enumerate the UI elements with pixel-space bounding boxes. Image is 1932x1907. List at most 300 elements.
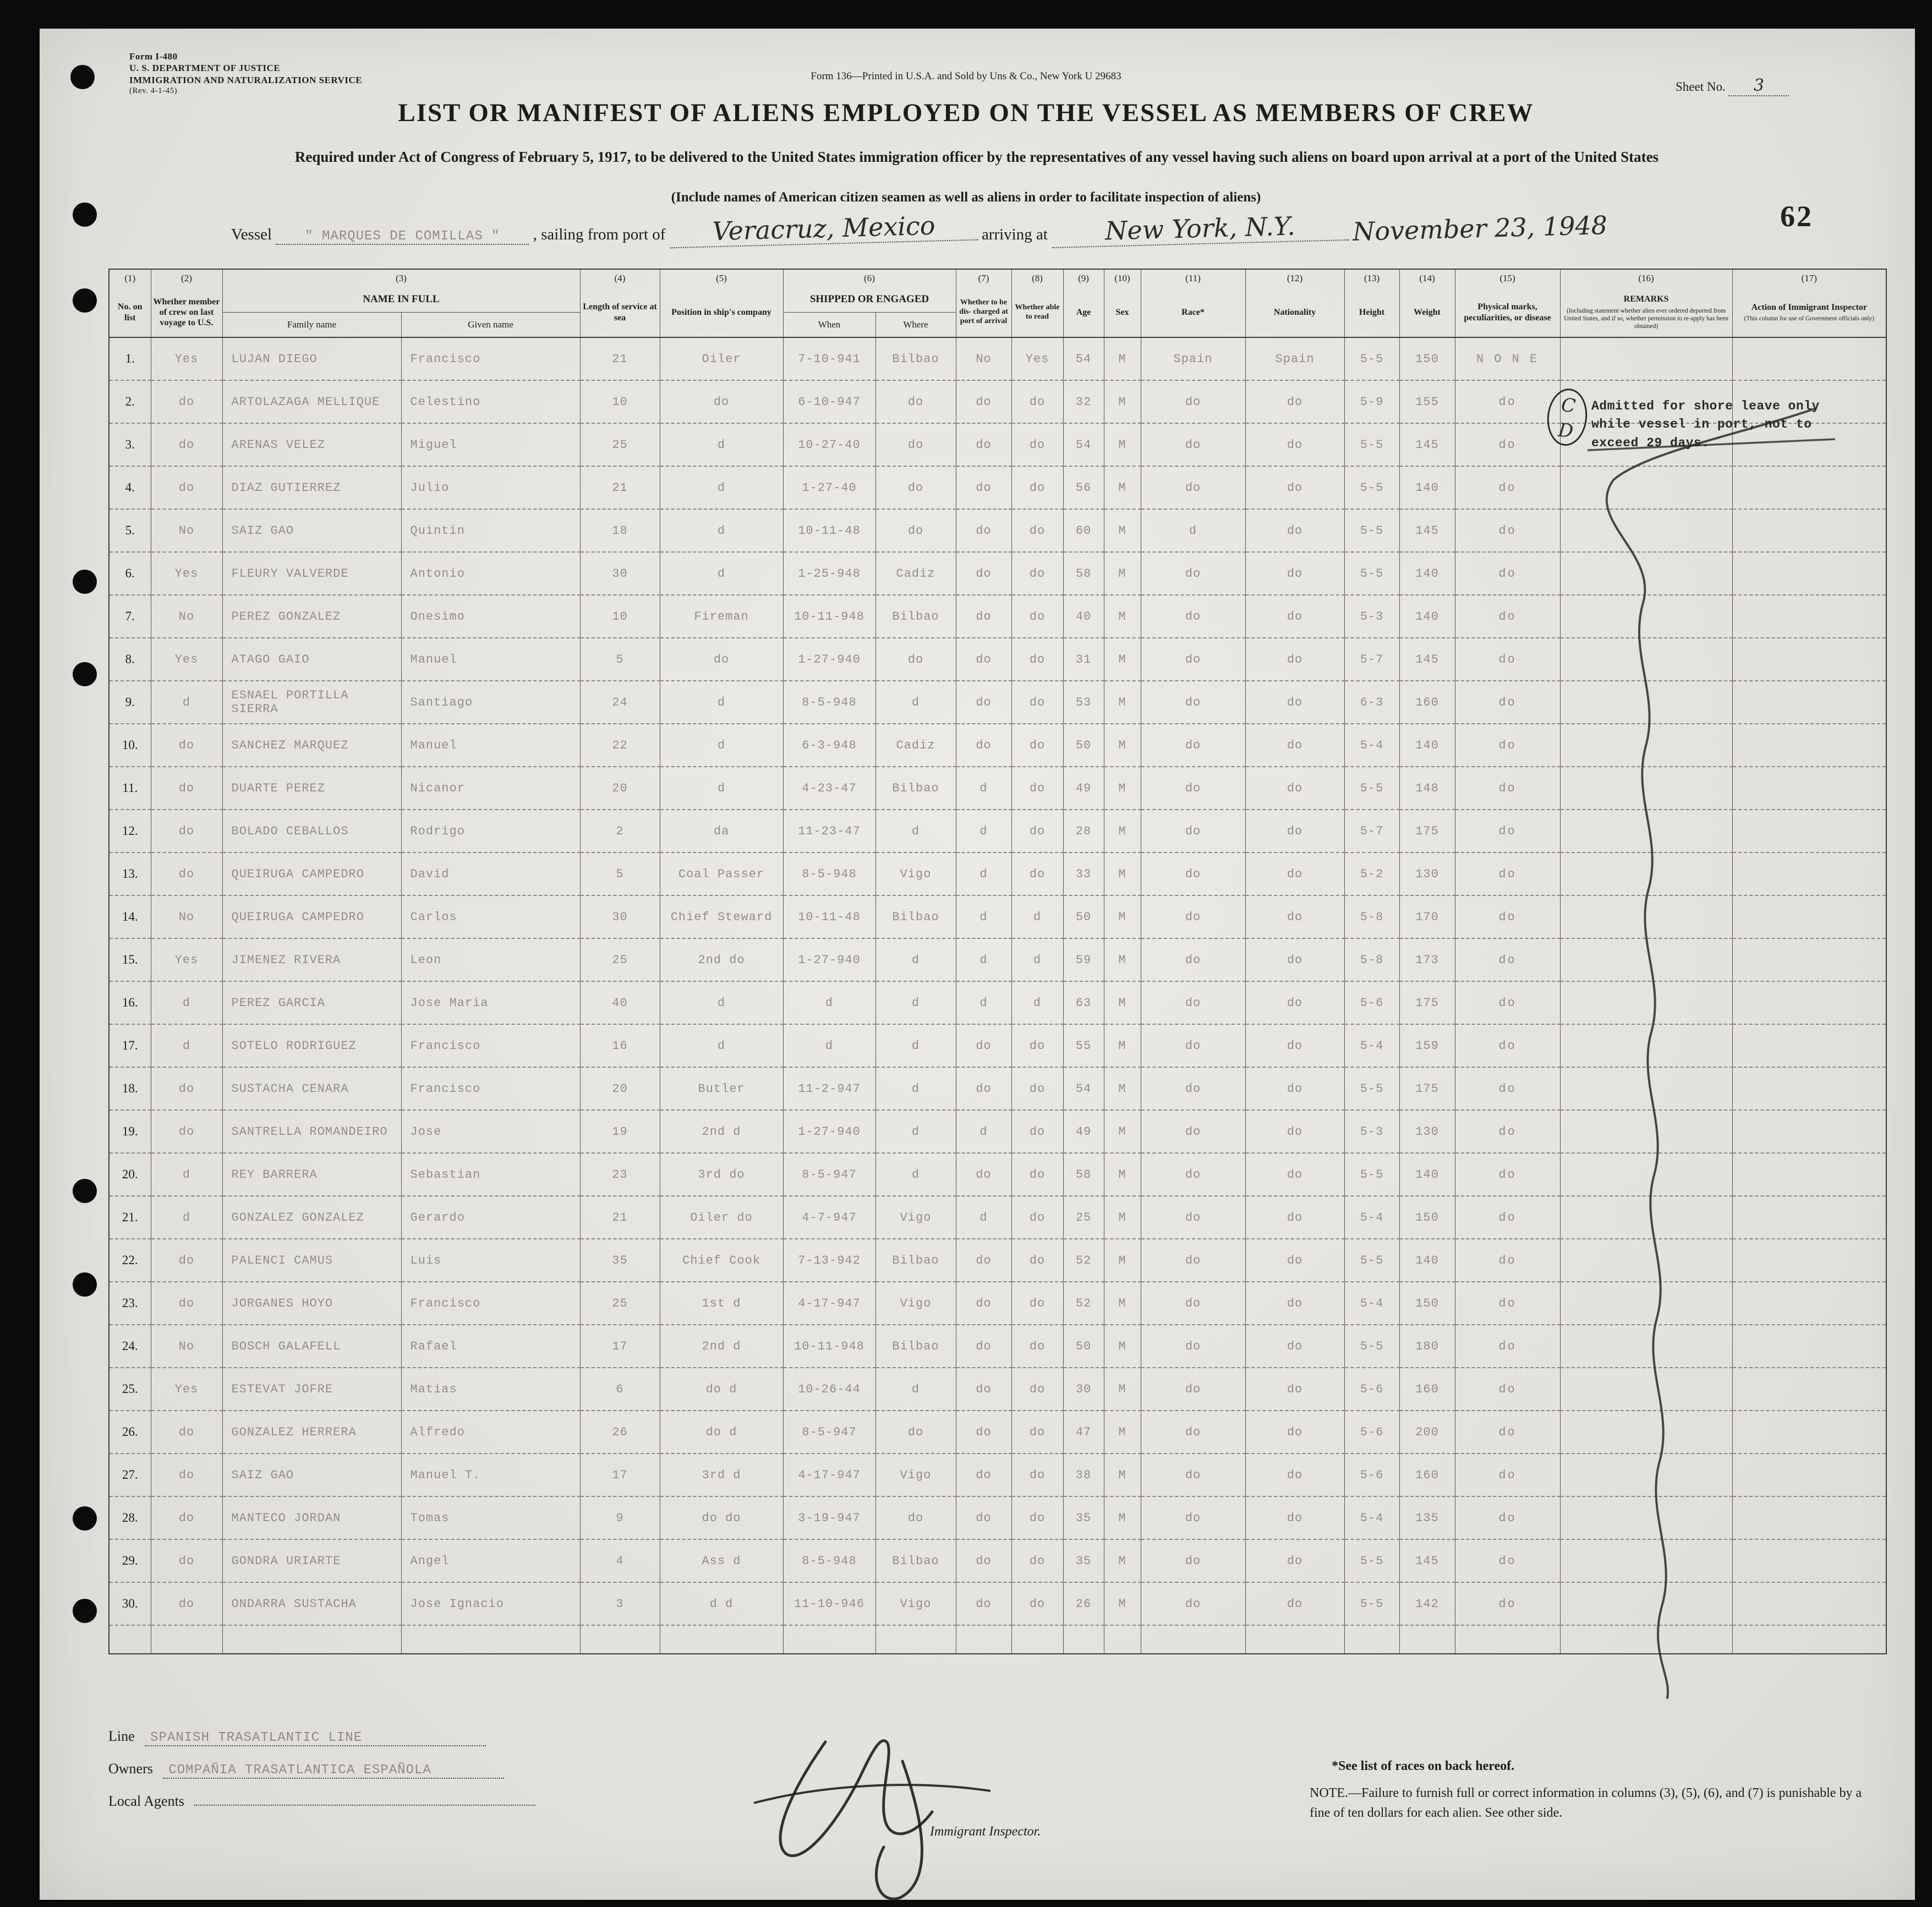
cell-crew: do (151, 767, 222, 810)
cell-race: do (1141, 1582, 1245, 1625)
cell-age: 35 (1063, 1539, 1104, 1582)
cell-read: do (1011, 509, 1063, 552)
col-num-17: (17) (1732, 269, 1886, 288)
cell-action (1732, 466, 1886, 509)
cell-crew: d (151, 1024, 222, 1067)
cell-discharged: d (956, 853, 1011, 895)
cell-where: Bilbao (875, 595, 956, 638)
cell-height: 5-5 (1344, 466, 1399, 509)
table-row (109, 509, 1886, 552)
vessel-label: Vessel (231, 226, 272, 243)
cell-when: 1-27-940 (783, 938, 875, 981)
cell-no: 10. (109, 724, 151, 767)
cell-position: Chief Cook (660, 1239, 783, 1282)
cell-given: Francisco (401, 1282, 580, 1325)
cell-crew: do (151, 1067, 222, 1110)
cell-crew: do (151, 1110, 222, 1153)
cell-read: do (1011, 1582, 1063, 1625)
cell-given: Miguel (401, 423, 580, 466)
cell-position: d (660, 681, 783, 724)
cell-service: 4 (580, 1539, 660, 1582)
cell-where: Bilbao (875, 1539, 956, 1582)
cell-weight: 160 (1399, 1368, 1455, 1411)
remarks-title: REMARKS (1623, 294, 1669, 304)
port-of-arrival-value: New York, N.Y. (1052, 210, 1349, 248)
cell-age: 54 (1063, 337, 1104, 380)
cell-remarks (1560, 1411, 1732, 1454)
form-revision: (Rev. 4-1-45) (129, 86, 178, 95)
cell-remarks (1560, 1454, 1732, 1496)
cell-race: do (1141, 1368, 1245, 1411)
cell-race: do (1141, 1496, 1245, 1539)
col-header-family-name: Family name (222, 312, 401, 337)
cell-position: do (660, 380, 783, 423)
cell-service: 30 (580, 895, 660, 938)
table-row (109, 895, 1886, 938)
cell-action (1732, 1110, 1886, 1153)
cell-age: 49 (1063, 1110, 1104, 1153)
cell-no: 4. (109, 466, 151, 509)
cell-marks: do (1455, 595, 1560, 638)
cell-race: do (1141, 380, 1245, 423)
cell-when: 4-17-947 (783, 1454, 875, 1496)
cell-crew: do (151, 853, 222, 895)
cell-discharged: d (956, 981, 1011, 1024)
cell-age: 50 (1063, 1325, 1104, 1368)
table-row (109, 681, 1886, 724)
cell-when: 6-10-947 (783, 380, 875, 423)
cell-where: Bilbao (875, 1325, 956, 1368)
cell-given: David (401, 853, 580, 895)
cell-position: 3rd d (660, 1454, 783, 1496)
handwritten-cd-mark (1545, 387, 1590, 448)
col-header-service: Length of service at sea (580, 288, 660, 337)
crew-table-body (109, 337, 1886, 1654)
cell-action (1732, 1282, 1886, 1325)
cell-discharged: do (956, 1024, 1011, 1067)
cell-given: Jose Ignacio (401, 1582, 580, 1625)
cell-service: 30 (580, 552, 660, 595)
cell-no: 27. (109, 1454, 151, 1496)
cell-nationality: do (1245, 938, 1344, 981)
col-num-13: (13) (1344, 269, 1399, 288)
cell-read: do (1011, 1067, 1063, 1110)
cell-height: 5-5 (1344, 1582, 1399, 1625)
cell-age: 35 (1063, 1496, 1104, 1539)
col-header-crew: Whether member of crew on last voyage to U.S. (151, 288, 222, 337)
table-row (109, 1368, 1886, 1411)
cell-family: GONZALEZ GONZALEZ (222, 1196, 401, 1239)
cell-family: ATAGO GAIO (222, 638, 401, 681)
agency-service: IMMIGRATION AND NATURALIZATION SERVICE (129, 74, 363, 85)
cell-when: 1-27-940 (783, 1110, 875, 1153)
cell-given: Julio (401, 466, 580, 509)
cell-height: 5-6 (1344, 1454, 1399, 1496)
cell-discharged: do (956, 638, 1011, 681)
cell-read: do (1011, 1325, 1063, 1368)
crew-manifest-table (108, 269, 1887, 1654)
cell-read: do (1011, 1282, 1063, 1325)
cell-age: 26 (1063, 1582, 1104, 1625)
cell-service: 6 (580, 1368, 660, 1411)
col-header-position: Position in ship's company (660, 288, 783, 337)
cell-service: 2 (580, 810, 660, 853)
cell-discharged: do (956, 1582, 1011, 1625)
footer-company-block (108, 1728, 535, 1824)
cell-family: JORGANES HOYO (222, 1282, 401, 1325)
cell-weight: 145 (1399, 1539, 1455, 1582)
cell-family: SANTRELLA ROMANDEIRO (222, 1110, 401, 1153)
cell-position: da (660, 810, 783, 853)
cell-remarks (1560, 509, 1732, 552)
column-labels-row (109, 288, 1886, 312)
cell-when: 11-2-947 (783, 1067, 875, 1110)
cell-no: 1. (109, 337, 151, 380)
immigrant-inspector-label: Immigrant Inspector. (930, 1824, 1041, 1839)
cell-when: 10-11-948 (783, 1325, 875, 1368)
cell-empty (1455, 1625, 1560, 1654)
col-header-marks: Physical marks, peculiarities, or disease (1455, 288, 1560, 337)
cell-read: Yes (1011, 337, 1063, 380)
cell-no: 20. (109, 1153, 151, 1196)
table-row (109, 810, 1886, 853)
cell-position: d (660, 767, 783, 810)
col-header-sex: Sex (1104, 288, 1141, 337)
cell-height: 5-4 (1344, 1282, 1399, 1325)
vessel-name-value: " MARQUES DE COMILLAS " (276, 229, 529, 245)
cell-discharged: do (956, 595, 1011, 638)
cell-discharged: d (956, 938, 1011, 981)
printer-imprint: Form 136—Printed in U.S.A. and Sold by Uns & Co., New York U 29683 (811, 70, 1121, 82)
col-num-4: (4) (580, 269, 660, 288)
cell-nationality: do (1245, 509, 1344, 552)
cell-given: Francisco (401, 1024, 580, 1067)
cell-nationality: do (1245, 423, 1344, 466)
cell-race: do (1141, 1239, 1245, 1282)
cell-remarks (1560, 981, 1732, 1024)
cell-service: 10 (580, 595, 660, 638)
cell-nationality: do (1245, 1454, 1344, 1496)
cell-age: 50 (1063, 724, 1104, 767)
cell-height: 5-5 (1344, 337, 1399, 380)
cell-read: do (1011, 380, 1063, 423)
col-num-16: (16) (1560, 269, 1732, 288)
cell-action (1732, 767, 1886, 810)
cell-no: 3. (109, 423, 151, 466)
cell-where: d (875, 681, 956, 724)
cd-mark-bottom: D (1557, 419, 1575, 443)
cell-no: 29. (109, 1539, 151, 1582)
cell-nationality: do (1245, 1582, 1344, 1625)
cell-age: 38 (1063, 1454, 1104, 1496)
cell-when: 4-23-47 (783, 767, 875, 810)
col-num-1: (1) (109, 269, 151, 288)
cell-family: MANTECO JORDAN (222, 1496, 401, 1539)
cell-height: 5-5 (1344, 767, 1399, 810)
cell-marks: do (1455, 681, 1560, 724)
cell-race: do (1141, 1196, 1245, 1239)
cell-empty (1141, 1625, 1245, 1654)
cell-given: Jose Maria (401, 981, 580, 1024)
cell-no: 2. (109, 380, 151, 423)
cell-height: 5-8 (1344, 938, 1399, 981)
col-num-14: (14) (1399, 269, 1455, 288)
cell-crew: do (151, 1239, 222, 1282)
cell-family: DUARTE PEREZ (222, 767, 401, 810)
table-row (109, 466, 1886, 509)
cell-discharged: do (956, 1539, 1011, 1582)
cell-age: 32 (1063, 380, 1104, 423)
col-header-nationality: Nationality (1245, 288, 1344, 337)
cell-remarks (1560, 767, 1732, 810)
punch-hole (73, 203, 97, 227)
cell-where: Vigo (875, 853, 956, 895)
cell-sex: M (1104, 1496, 1141, 1539)
cell-action (1732, 595, 1886, 638)
cell-marks: do (1455, 1496, 1560, 1539)
col-num-5: (5) (660, 269, 783, 288)
table-row (109, 1325, 1886, 1368)
cell-where: d (875, 938, 956, 981)
cell-race: do (1141, 638, 1245, 681)
cell-where: Bilbao (875, 767, 956, 810)
table-row (109, 981, 1886, 1024)
cell-remarks (1560, 1368, 1732, 1411)
form-number: Form I-480 (129, 51, 178, 62)
cell-height: 5-5 (1344, 509, 1399, 552)
cell-action (1732, 681, 1886, 724)
cell-where: do (875, 1496, 956, 1539)
cell-where: Vigo (875, 1282, 956, 1325)
cell-age: 47 (1063, 1411, 1104, 1454)
cell-height: 5-3 (1344, 1110, 1399, 1153)
cell-service: 19 (580, 1110, 660, 1153)
cell-empty (875, 1625, 956, 1654)
cell-when: 8-5-948 (783, 853, 875, 895)
col-header-height: Height (1344, 288, 1399, 337)
action-subtitle: (This column for use of Government officials only) (1744, 315, 1874, 322)
cell-race: do (1141, 1411, 1245, 1454)
cell-where: d (875, 1024, 956, 1067)
cell-height: 5-6 (1344, 1411, 1399, 1454)
table-row (109, 638, 1886, 681)
cell-crew: d (151, 1153, 222, 1196)
cell-family: PALENCI CAMUS (222, 1239, 401, 1282)
cell-given: Manuel (401, 724, 580, 767)
cell-read: do (1011, 466, 1063, 509)
cell-position: d (660, 509, 783, 552)
cell-age: 30 (1063, 1368, 1104, 1411)
cell-sex: M (1104, 1110, 1141, 1153)
cell-when: 6-3-948 (783, 724, 875, 767)
cell-service: 20 (580, 1067, 660, 1110)
cell-remarks (1560, 1282, 1732, 1325)
cell-discharged: do (956, 1067, 1011, 1110)
cell-when: 10-26-44 (783, 1368, 875, 1411)
cell-age: 59 (1063, 938, 1104, 981)
cell-position: 3rd do (660, 1153, 783, 1196)
cell-sex: M (1104, 1411, 1141, 1454)
cell-height: 5-4 (1344, 1496, 1399, 1539)
cell-crew: do (151, 380, 222, 423)
cell-nationality: do (1245, 895, 1344, 938)
cell-service: 26 (580, 1411, 660, 1454)
cell-family: ESTEVAT JOFRE (222, 1368, 401, 1411)
cell-race: Spain (1141, 337, 1245, 380)
cell-crew: do (151, 1539, 222, 1582)
col-num-10: (10) (1104, 269, 1141, 288)
cell-action (1732, 1153, 1886, 1196)
cell-crew: do (151, 1454, 222, 1496)
cell-sex: M (1104, 853, 1141, 895)
cell-read: do (1011, 1411, 1063, 1454)
cell-remarks (1560, 466, 1732, 509)
cell-when: 11-23-47 (783, 810, 875, 853)
col-num-9: (9) (1063, 269, 1104, 288)
cell-service: 5 (580, 853, 660, 895)
cell-sex: M (1104, 1153, 1141, 1196)
cell-position: Oiler do (660, 1196, 783, 1239)
cell-sex: M (1104, 1582, 1141, 1625)
cell-when: 8-5-948 (783, 1539, 875, 1582)
cell-crew: do (151, 724, 222, 767)
cell-no: 21. (109, 1196, 151, 1239)
cell-height: 5-5 (1344, 1539, 1399, 1582)
cell-race: do (1141, 1539, 1245, 1582)
cell-action (1732, 810, 1886, 853)
cell-read: d (1011, 981, 1063, 1024)
cell-weight: 180 (1399, 1325, 1455, 1368)
cell-discharged: No (956, 337, 1011, 380)
cell-nationality: do (1245, 1325, 1344, 1368)
cell-height: 5-4 (1344, 724, 1399, 767)
cell-discharged: d (956, 1110, 1011, 1153)
cell-position: Butler (660, 1067, 783, 1110)
cell-service: 20 (580, 767, 660, 810)
cell-read: d (1011, 895, 1063, 938)
col-header-when: When (783, 312, 875, 337)
cell-crew: d (151, 1196, 222, 1239)
cell-weight: 150 (1399, 337, 1455, 380)
cell-no: 18. (109, 1067, 151, 1110)
cell-height: 5-2 (1344, 853, 1399, 895)
cell-weight: 173 (1399, 938, 1455, 981)
col-header-read: Whether able to read (1011, 288, 1063, 337)
cell-weight: 145 (1399, 423, 1455, 466)
cell-action (1732, 1411, 1886, 1454)
cell-height: 5-5 (1344, 1153, 1399, 1196)
owners-label: Owners (108, 1761, 153, 1777)
table-row (109, 1239, 1886, 1282)
cell-discharged: do (956, 1368, 1011, 1411)
cell-discharged: d (956, 895, 1011, 938)
cell-empty (1399, 1625, 1455, 1654)
cell-remarks (1560, 595, 1732, 638)
cell-family: ARENAS VELEZ (222, 423, 401, 466)
cell-height: 5-4 (1344, 1024, 1399, 1067)
cell-where: Vigo (875, 1582, 956, 1625)
cell-discharged: do (956, 380, 1011, 423)
cell-given: Jose (401, 1110, 580, 1153)
cell-service: 17 (580, 1454, 660, 1496)
cell-age: 58 (1063, 1153, 1104, 1196)
cell-service: 18 (580, 509, 660, 552)
cell-weight: 150 (1399, 1282, 1455, 1325)
cell-when: 8-5-947 (783, 1411, 875, 1454)
cell-marks: do (1455, 423, 1560, 466)
cell-family: SOTELO RODRIGUEZ (222, 1024, 401, 1067)
cell-read: do (1011, 552, 1063, 595)
cell-weight: 140 (1399, 552, 1455, 595)
cell-crew: d (151, 681, 222, 724)
cell-sex: M (1104, 767, 1141, 810)
cell-nationality: do (1245, 1539, 1344, 1582)
cell-age: 52 (1063, 1282, 1104, 1325)
cell-no: 9. (109, 681, 151, 724)
cell-empty (1104, 1625, 1141, 1654)
action-title: Action of Immigrant Inspector (1751, 302, 1867, 312)
cell-action (1732, 337, 1886, 380)
cell-empty (956, 1625, 1011, 1654)
cell-when: 8-5-948 (783, 681, 875, 724)
col-header-name: NAME IN FULL (222, 288, 580, 312)
cell-action (1732, 1067, 1886, 1110)
cell-discharged: do (956, 552, 1011, 595)
cell-given: Rafael (401, 1325, 580, 1368)
cell-where: do (875, 380, 956, 423)
col-num-3: (3) (222, 269, 580, 288)
cell-marks: do (1455, 895, 1560, 938)
col-header-action (1732, 288, 1886, 337)
cell-action (1732, 1582, 1886, 1625)
cell-read: do (1011, 1496, 1063, 1539)
local-agents-label: Local Agents (108, 1793, 184, 1809)
table-row (109, 1067, 1886, 1110)
cell-marks: do (1455, 509, 1560, 552)
cell-read: do (1011, 1153, 1063, 1196)
cell-read: do (1011, 1110, 1063, 1153)
cell-weight: 159 (1399, 1024, 1455, 1067)
cell-action (1732, 981, 1886, 1024)
cell-height: 5-5 (1344, 552, 1399, 595)
col-num-11: (11) (1141, 269, 1245, 288)
cell-nationality: do (1245, 724, 1344, 767)
cell-family: DIAZ GUTIERREZ (222, 466, 401, 509)
cell-height: 5-5 (1344, 423, 1399, 466)
cell-sex: M (1104, 1196, 1141, 1239)
cell-marks: do (1455, 1024, 1560, 1067)
cell-weight: 130 (1399, 853, 1455, 895)
cell-sex: M (1104, 1067, 1141, 1110)
punch-hole (73, 570, 97, 594)
cell-marks: do (1455, 1411, 1560, 1454)
cell-race: do (1141, 853, 1245, 895)
cell-sex: M (1104, 466, 1141, 509)
cell-remarks (1560, 853, 1732, 895)
cell-no: 7. (109, 595, 151, 638)
cell-discharged: do (956, 1153, 1011, 1196)
cell-where: d (875, 810, 956, 853)
table-row (109, 1110, 1886, 1153)
cell-crew: Yes (151, 1368, 222, 1411)
cell-crew: do (151, 1496, 222, 1539)
cell-race: do (1141, 595, 1245, 638)
cell-crew: do (151, 1411, 222, 1454)
cell-crew: Yes (151, 638, 222, 681)
cell-service: 35 (580, 1239, 660, 1282)
sheet-number-value: 3 (1728, 76, 1789, 96)
cell-age: 53 (1063, 681, 1104, 724)
